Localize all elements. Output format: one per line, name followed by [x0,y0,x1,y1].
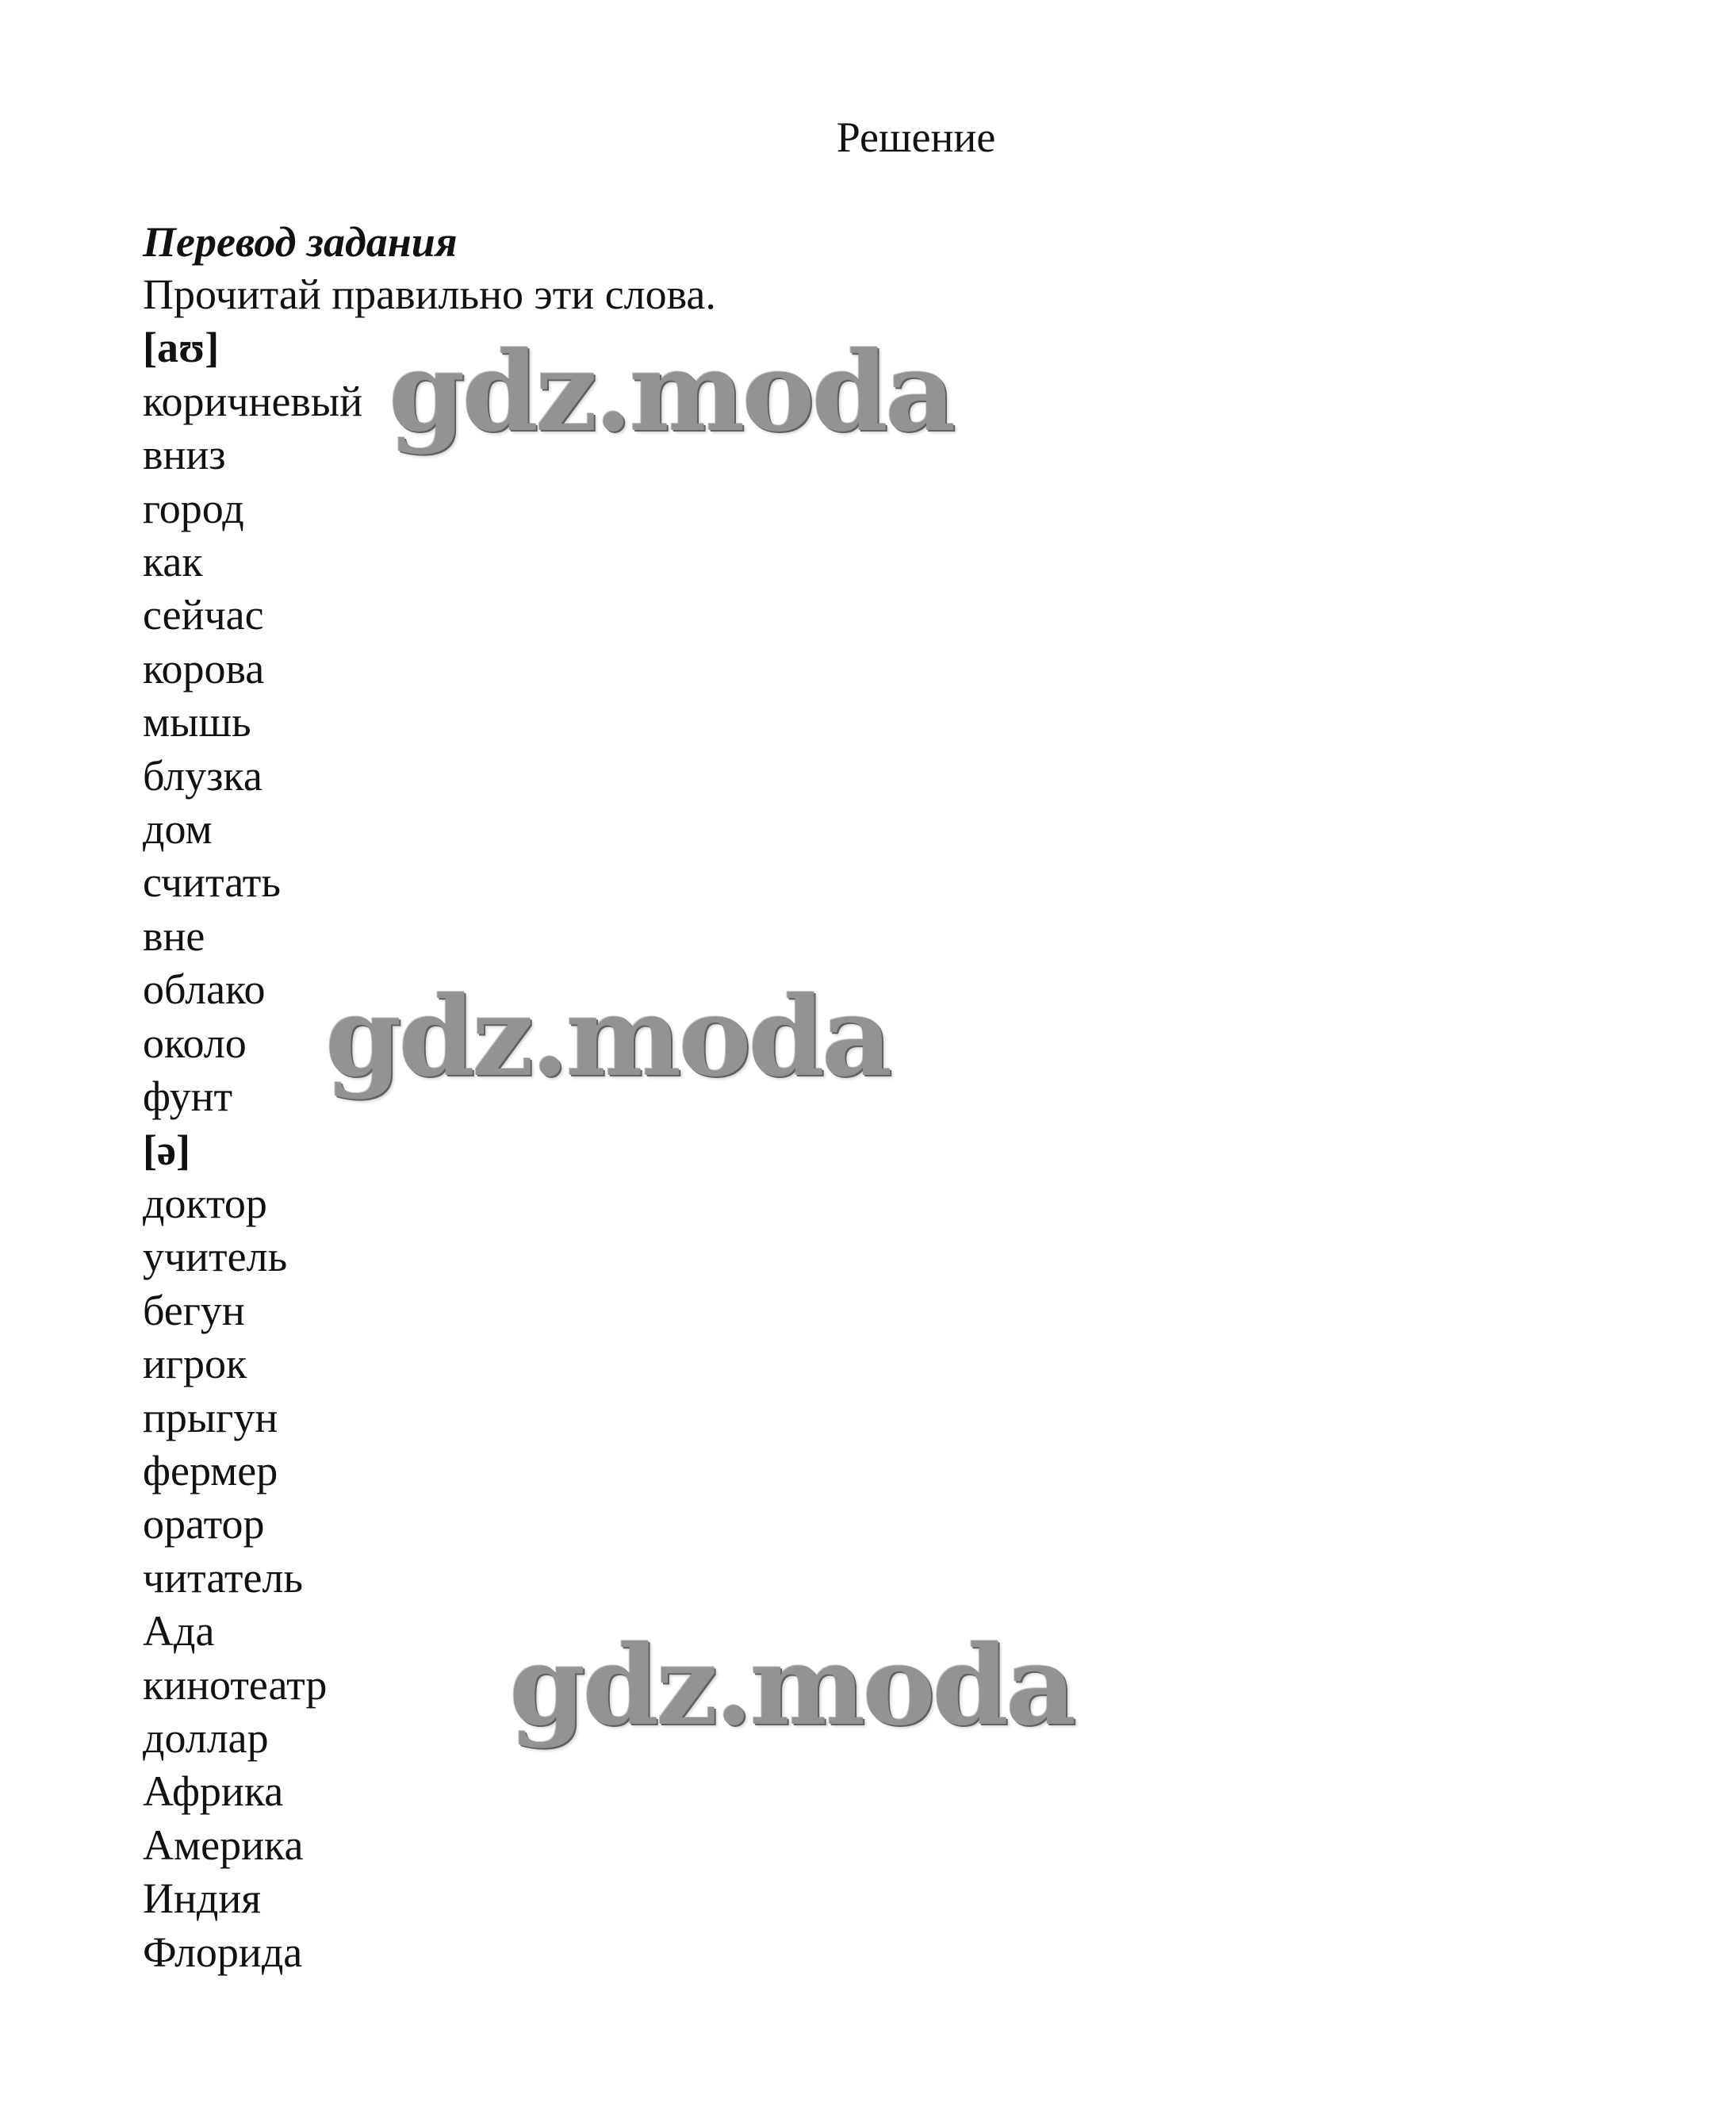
word-item: сейчас [143,591,264,639]
word-item: город [143,484,244,532]
word-item: прыгун [143,1393,278,1441]
word-item: Америка [143,1821,304,1869]
word-item: Африка [143,1767,284,1816]
word-item: блузка [143,751,263,800]
word-item: фунт [143,1072,233,1121]
word-item: Флорида [143,1928,303,1976]
word-item: дом [143,805,213,854]
word-item: бегун [143,1286,245,1334]
word-item: доллар [143,1713,269,1762]
word-item: Индия [143,1874,262,1923]
word-item: оратор [143,1500,265,1548]
section-heading: Перевод задания [143,218,458,266]
word-item: вниз [143,431,226,479]
word-item: учитель [143,1233,288,1281]
instruction-text: Прочитай правильно эти слова. [143,271,716,318]
word-item: мышь [143,698,251,746]
word-item: как [143,538,203,586]
document-body [143,216,1650,1979]
watermark: gdz.moda [509,1621,1074,1750]
word-item: читатель [143,1553,304,1602]
word-item: фермер [143,1446,278,1494]
word-item: корова [143,644,265,693]
watermark: gdz.moda [325,972,890,1101]
word-item: около [143,1019,247,1067]
word-item: считать [143,858,281,907]
word-item: доктор [143,1179,267,1227]
sound-group-au [143,321,1650,1123]
sound-group-schwa [143,1124,1650,1980]
word-item: коричневый [143,377,363,425]
watermark: gdz.moda [389,327,953,456]
phonetic-symbol: [ə] [143,1126,190,1174]
word-item: Ада [143,1607,215,1656]
phonetic-symbol: [aʊ] [143,324,220,372]
word-item: облако [143,965,266,1014]
word-item: вне [143,911,205,960]
word-item: кинотеатр [143,1660,328,1709]
word-item: игрок [143,1340,247,1388]
page-title: Решение [836,113,996,161]
